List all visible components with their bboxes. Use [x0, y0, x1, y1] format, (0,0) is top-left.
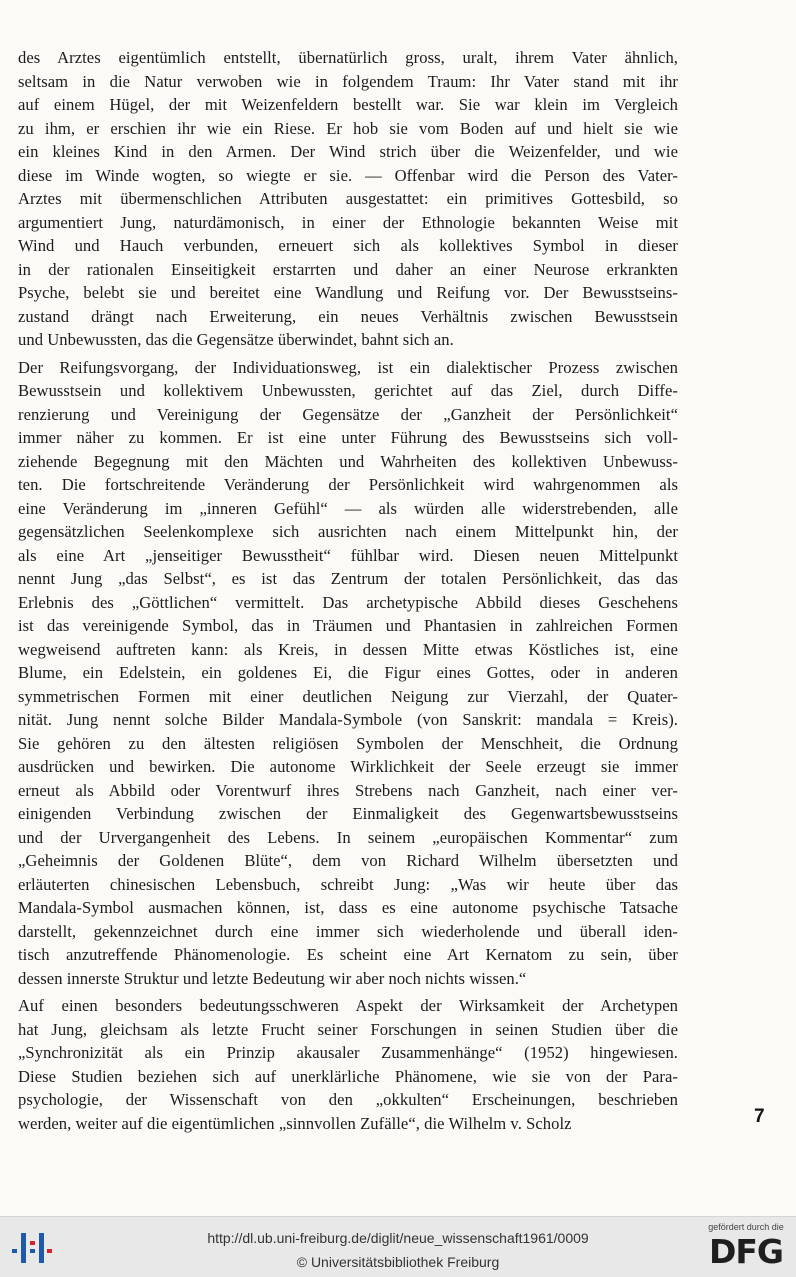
document-url-link[interactable]: http://dl.ub.uni-freiburg.de/diglit/neue_wissenschaft1961/0009	[207, 1230, 589, 1246]
text-line: ziehende Begegnung mit den Mächten und Wahrheiten des kollektiven Unbewuss-	[18, 451, 678, 471]
text-line: auf einem Hügel, der mit Weizenfeldern bestellt war. Sie war klein im Vergleich	[18, 95, 678, 114]
text-line: ten. Die fortschreitende Veränderung der Persönlichkeit wird wahrgenommen als	[18, 475, 678, 494]
text-line: argumentiert Jung, naturdämonisch, in einer der Ethnologie bekannten Weise mit	[18, 212, 678, 232]
text-line: „Synchronizität als ein Prinzip akausaler Zusammenhänge“ (1952) hingewiesen.	[18, 1043, 678, 1062]
text-line: darstellt, gekennzeichnet durch eine immer sich wiederholende und überall iden-	[18, 921, 678, 941]
text-line: und Unbewussten, das die Gegensätze überwindet, bahnt sich an.	[18, 330, 454, 349]
text-line: seltsam in die Natur verwoben wie in folgendem Traum: Ihr Vater stand mit ihr	[18, 71, 678, 91]
text-line: ist das vereinigende Symbol, das in Träumen und Phantasien in zahlreichen Formen	[18, 616, 678, 635]
text-line: Erlebnis des „Göttlichen“ vermittelt. Das archetypische Abbild dieses Geschehens	[18, 592, 678, 612]
text-line: Diese Studien beziehen sich auf unerklärliche Phänomene, wie sie von der Para-	[18, 1066, 678, 1086]
text-line: gegensätzlichen Seelenkomplexe sich ausrichten nach einem Mittelpunkt hin, der	[18, 522, 678, 541]
dfg-caption: gefördert durch die	[708, 1222, 784, 1232]
text-line: Auf einen besonders bedeutungsschweren Aspekt der Wirksamkeit der Archetypen	[18, 996, 678, 1015]
text-line: immer näher zu kommen. Er ist eine unter Führung des Bewusstseins sich voll-	[18, 428, 678, 447]
text-line: erneut als Abbild oder Vorentwurf ihres Strebens nach Ganzheit, nach einer ver-	[18, 780, 678, 800]
text-line: nennt Jung „das Selbst“, es ist das Zentrum der totalen Persönlichkeit, das das	[18, 569, 678, 588]
text-line: wegweisend auftreten kann: als Kreis, in dessen Mitte etwas Köstliches ist, eine	[18, 639, 678, 659]
text-line: erläuterten chinesischen Lebensbuch, schreibt Jung: „Was wir heute über das	[18, 874, 678, 894]
text-line: Der Reifungsvorgang, der Individuationsweg, ist ein dialektischer Prozess zwischen	[18, 357, 678, 377]
text-line: hat Jung, gleichsam als letzte Frucht seiner Forschungen in seinen Studien über die	[18, 1019, 678, 1039]
text-line: Wind und Hauch verbunden, erneuert sich als kollektives Symbol in dieser	[18, 236, 678, 255]
text-line: „Geheimnis der Goldenen Blüte“, dem von Richard Wilhelm übersetzten und	[18, 851, 678, 870]
viewer-footer	[0, 1216, 796, 1277]
page-number: 7	[754, 1106, 765, 1127]
text-line: Psyche, belebt sie und bereitet eine Wandlung und Reifung vor. Der Bewusstseins-	[18, 283, 678, 302]
body-text	[18, 46, 678, 1135]
text-line: nität. Jung nennt solche Bilder Mandala-Symbole (von Sanskrit: mandala = Kreis).	[18, 710, 678, 729]
text-line: symmetrischen Formen mit einer deutlichen Neigung zur Vierzahl, der Quater-	[18, 686, 678, 706]
text-line: Mandala-Symbol ausmachen können, ist, dass es eine autonome psychische Tatsache	[18, 898, 678, 917]
text-line: Bewusstsein und kollektivem Unbewussten, gerichtet auf das Ziel, durch Diffe-	[18, 381, 678, 400]
text-line: in der rationalen Einseitigkeit erstarrten und daher an einer Neurose erkrankten	[18, 259, 678, 279]
text-line: dessen innerste Struktur und letzte Bedeutung wir aber noch nichts wissen.“	[18, 968, 527, 988]
text-line: als eine Art „jenseitiger Bewusstheit“ fühlbar wird. Diesen neuen Mittelpunkt	[18, 545, 678, 565]
copyright-text: © Universitätsbibliothek Freiburg	[296, 1254, 500, 1270]
text-line: tisch anzutreffende Phänomenologie. Es scheint eine Art Kernatom zu sein, über	[18, 945, 678, 964]
text-line: zu ihm, er erschien ihr wie ein Riese. Er hob sie vom Boden auf und hielt sie wie	[18, 118, 678, 138]
text-line: renzierung und Vereinigung der Gegensätze der „Ganzheit der Persönlichkeit“	[18, 404, 678, 424]
paragraph	[18, 994, 678, 1135]
text-line: eine Veränderung im „inneren Gefühl“ — als würden alle widerstrebenden, alle	[18, 498, 678, 518]
dfg-logo[interactable]: DFG	[708, 1232, 784, 1271]
text-line: und der Urvergangenheit des Lebens. In seinem „europäischen Kommentar“ zum	[18, 827, 678, 847]
text-line: ausdrücken und bewirken. Die autonome Wirklichkeit der Seele erzeugt sie immer	[18, 757, 678, 776]
text-line: werden, weiter auf die eigentümlichen „sinnvollen Zufälle“, die Wilhelm v. Scholz	[18, 1113, 572, 1133]
text-line: Sie gehören zu den ältesten religiösen Symbolen der Menschheit, die Ordnung	[18, 733, 678, 753]
text-line: zustand drängt nach Erweiterung, ein neues Verhältnis zwischen Bewusstsein	[18, 306, 678, 326]
text-line: psychologie, der Wissenschaft von den „okkulten“ Erscheinungen, beschrieben	[18, 1090, 678, 1109]
text-line: diese im Winde wogten, so wiegte er sie. — Offenbar wird die Person des Vater-	[18, 165, 678, 185]
text-line: Blume, ein Edelstein, ein goldenes Ei, die Figur eines Gottes, oder in anderen	[18, 663, 678, 682]
text-line: Arztes mit übermenschlichen Attributen ausgestattet: ein primitives Gottesbild, so	[18, 189, 678, 208]
text-line: einigenden Verbindung zwischen der Einmaligkeit des Gegenwartsbewusstseins	[18, 804, 678, 823]
paragraph	[18, 356, 678, 991]
text-line: des Arztes eigentümlich entstellt, übernatürlich gross, uralt, ihrem Vater ähnlich,	[18, 48, 678, 67]
text-line: ein kleines Kind in den Armen. Der Wind strich über die Weizenfelder, und wie	[18, 142, 678, 161]
paragraph	[18, 46, 678, 352]
